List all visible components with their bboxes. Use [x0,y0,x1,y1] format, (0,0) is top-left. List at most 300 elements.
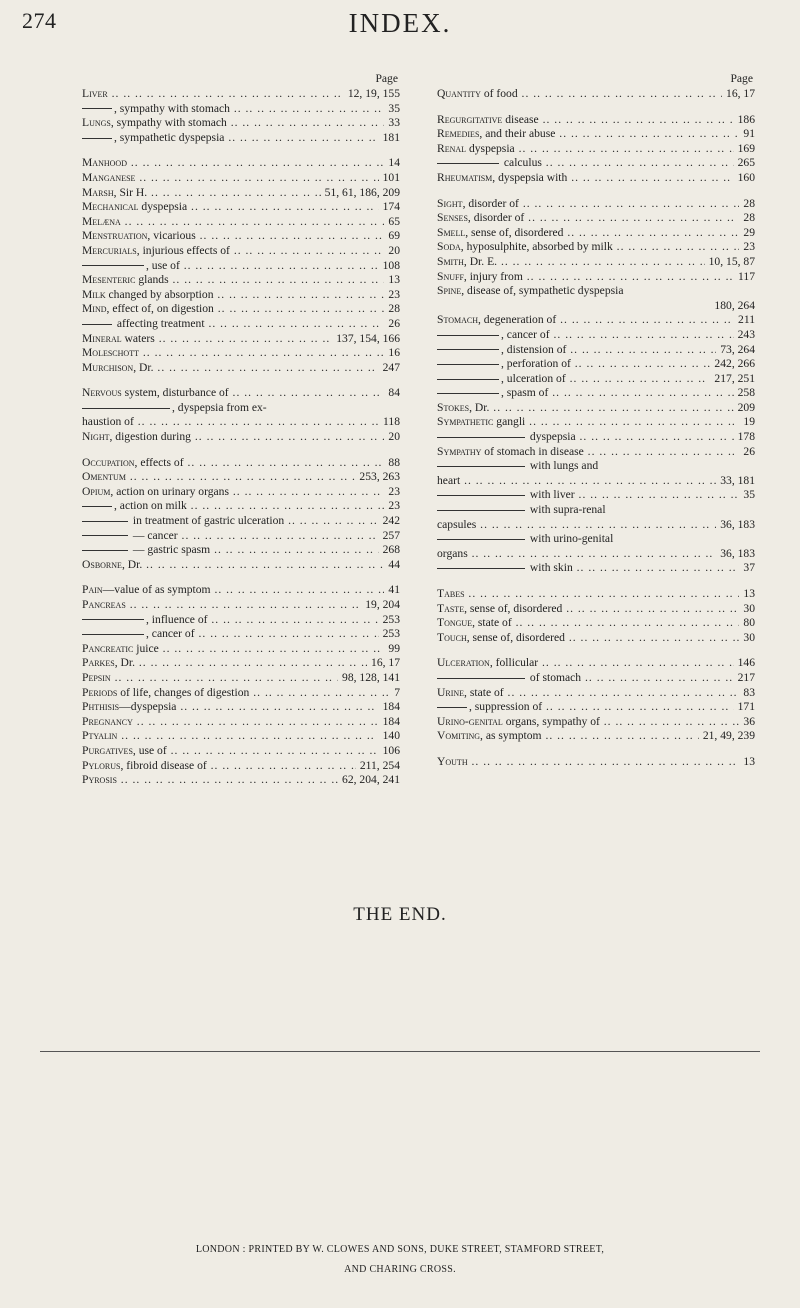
headword: Milk [82,287,106,301]
entry-text [437,700,734,715]
headword: Stomach [437,313,478,327]
index-entry [82,485,400,500]
headword: Renal [437,141,467,155]
page-reference: 44 [388,557,400,571]
entry-subtext: , sense of, disordered [465,225,564,239]
index-section [82,386,400,444]
entry-subtext: , injury from [463,269,523,283]
page-reference: 23 [388,287,400,301]
entry-subtext: with urino-genital [527,532,614,546]
entry-text [82,401,396,416]
headword: Liver [82,87,108,100]
entry-text [82,627,379,642]
page-reference: 13 [743,754,755,768]
entry-text [82,700,379,715]
index-entry [437,328,755,343]
index-entry [437,532,755,547]
entry-subtext: organs, sympathy of [502,714,600,728]
entry-subtext: , hyposulphite, absorbed by milk [460,240,613,254]
entry-text [437,488,739,503]
index-entry [82,273,400,288]
index-entry [437,113,755,128]
index-entry [437,142,755,157]
page-reference: 184 [382,714,400,728]
index-entry [437,587,755,602]
entry-subtext: calculus [501,156,542,170]
entry-text [82,430,384,445]
entry-text [437,587,739,602]
entry-text [437,197,739,212]
page-reference: 29 [743,225,755,239]
page-reference: 253 [382,627,400,641]
entry-text [437,127,739,142]
page-reference: 21, 49, 239 [702,729,755,743]
entry-subtext: with supra-renal [527,503,606,517]
page-reference: 80 [743,616,755,630]
entry-text [437,656,734,671]
entry-text [437,755,739,770]
entry-text [82,259,379,274]
page-reference: 23 [388,484,400,498]
headword: Pregnancy [82,714,133,728]
page-reference: 169 [737,141,755,155]
entry-text [437,561,739,576]
page-reference: 88 [388,455,400,469]
index-entry [82,346,400,361]
entry-subtext: , cancer of [146,627,195,641]
entry-text [437,343,716,358]
index-section [82,583,400,787]
page-reference: 19 [743,415,755,429]
imprint-line: LONDON : PRINTED BY W. CLOWES AND SONS, DUKE STREET, STAMFORD STREET, [195,1244,605,1255]
entry-subtext: changed by absorption [105,287,214,301]
page-reference: 242 [382,514,400,528]
headword: Soda [437,240,461,254]
ditto-dash [437,379,499,380]
entry-text [437,445,739,460]
entry-text [82,288,384,303]
entry-subtext: dyspepsia [466,141,515,155]
entry-subtext: , Sir H. [113,185,148,199]
index-entry [82,773,400,788]
entry-text [82,470,355,485]
page-reference: 258 [737,386,755,400]
entry-subtext: , Dr. [133,360,154,374]
ditto-dash [437,495,525,496]
index-entry [437,386,755,401]
index-entry [437,87,755,102]
index-entry [82,259,400,274]
headword: Occupation [82,455,135,469]
ditto-dash [82,506,112,507]
entry-text [437,372,710,387]
page-reference: 242, 266 [714,357,755,371]
entry-text [437,631,739,646]
page-reference: 36 [743,714,755,728]
entry-subtext: , sense of, disordered [464,601,563,615]
entry-text [437,503,751,518]
entry-subtext: gangli [493,415,526,429]
headword: Opium [82,484,111,498]
page-reference: 16, 17 [371,656,400,670]
ditto-dash [437,393,499,394]
headword: Murchison [82,360,134,374]
entry-text [437,226,739,241]
entry-text [82,317,384,332]
ditto-dash [82,265,144,266]
page-reference: 36, 183 [720,546,755,560]
entry-text [82,773,338,788]
index-column-right [437,72,755,781]
entry-subtext: dyspepsia [527,430,576,444]
entry-text [437,401,734,416]
page-reference: 20 [388,243,400,257]
entry-text [82,642,384,657]
headword: Snuff [437,269,464,283]
headword: Lungs [82,116,111,130]
index-entry [437,255,755,270]
page-reference: 10, 15, 87 [708,254,755,268]
page-reference: 12, 19, 155 [347,87,400,100]
index-section [82,87,400,145]
entry-text [82,514,379,529]
entry-text [437,729,699,744]
index-entry [437,401,755,416]
entry-subtext: —dyspepsia [119,700,177,714]
headword: Night [82,430,110,444]
index-entry [437,415,755,430]
entry-text [437,415,739,430]
index-entry [82,244,400,259]
index-section [437,755,755,770]
page-reference: 30 [743,601,755,615]
running-head: INDEX. [348,8,452,38]
page-reference: 30 [743,630,755,644]
page-reference: 91 [743,127,755,141]
entry-subtext: of stomach in disease [481,444,584,458]
page-reference: 83 [743,685,755,699]
headword: Pancreas [82,598,126,611]
index-entry [82,700,400,715]
ditto-dash [437,163,499,164]
entry-subtext: —value of as symptom [102,583,211,597]
index-entry [82,583,400,598]
page-reference: 101 [382,170,400,184]
headword: Moleschott [82,346,139,360]
index-entry [437,729,755,744]
headword: Pancreatic [82,641,134,655]
entry-subtext: , sympathy with stomach [114,101,230,115]
ditto-dash [437,539,525,540]
page-reference: 41 [388,583,400,597]
index-entry-continued [437,474,755,489]
index-entry [82,729,400,744]
index-entry [82,288,400,303]
page-reference: 36, 183 [720,517,755,531]
entry-text [82,715,379,730]
index-entry [82,759,400,774]
ditto-dash [82,634,144,635]
entry-text [82,102,384,117]
index-entry [437,270,755,285]
page-reference: 257 [382,528,400,542]
page-reference: 28 [388,302,400,316]
index-section [437,87,755,102]
index-section [82,456,400,573]
index-entry [82,642,400,657]
page-reference: 84 [388,386,400,400]
index-entry [82,715,400,730]
index-entry [82,156,400,171]
index-entry-continued [82,415,400,430]
index-entry [437,343,755,358]
entry-subtext: dyspepsia [138,200,188,214]
headword: Mercurials [82,243,137,257]
page-reference: 106 [382,743,400,757]
index-section [437,197,755,576]
entry-text [82,171,379,186]
page-reference: 33 [388,116,400,130]
index-entry [82,229,400,244]
page-reference: 35 [743,488,755,502]
ditto-dash [437,707,467,708]
page-reference: 174 [382,200,400,214]
entry-text [437,142,734,157]
entry-text [82,456,384,471]
index-entry [82,499,400,514]
entry-subtext: , use of [146,258,180,272]
page-reference: 98, 128, 141 [342,670,400,684]
entry-text [82,244,384,259]
entry-text [82,656,367,671]
index-entry [437,631,755,646]
entry-text [437,87,722,102]
entry-text [82,386,384,401]
page-reference: 108 [382,258,400,272]
ditto-dash [82,324,112,325]
index-entry [437,445,755,460]
entry-subtext: , injurious effects of [136,243,230,257]
entry-text [82,686,390,701]
page-reference: 23 [388,499,400,513]
entry-subtext: of life, changes of digestion [117,685,250,699]
ditto-dash [437,349,499,350]
index-entry [82,186,400,201]
page-reference: 118 [383,415,400,429]
index-entry [437,671,755,686]
entry-subtext: with skin [527,561,573,575]
headword: Quantity [437,87,481,100]
entry-subtext: , degeneration of [477,313,557,327]
entry-text [437,313,734,328]
entry-subtext: , sympathy with stomach [110,116,227,130]
entry-subtext: , vicarious [147,229,196,243]
headword: Mind [82,302,107,316]
index-entry [82,456,400,471]
entry-text [437,430,734,445]
index-entry [437,459,755,474]
index-entry [82,529,400,544]
entry-text [437,715,739,730]
headword: Marsh [82,185,114,199]
index-entry [437,240,755,255]
entry-text [82,583,384,598]
entry-text [82,543,379,558]
entry-continuation: capsules .. .. [437,518,716,533]
headword: Pepsin [82,670,111,684]
index-entry [437,686,755,701]
headword: Manganese [82,170,136,184]
entry-text [82,186,321,201]
ditto-dash [82,408,170,409]
page-reference: 137, 154, 166 [336,331,400,345]
entry-subtext: , Dr. [114,656,135,670]
page-reference: 23 [743,240,755,254]
index-entry [437,197,755,212]
column-heading: Page [730,72,753,85]
entry-text [437,328,734,343]
headword: Osborne [82,557,122,571]
index-entry [437,715,755,730]
entry-text [82,499,384,514]
headword: Touch [437,630,467,644]
index-entry [437,226,755,241]
page-reference: 171 [737,700,755,714]
entry-subtext: system, disturbance of [121,386,229,400]
headword: Tongue [437,616,473,630]
page-reference: 211, 254 [359,758,400,772]
headword: Parkes [82,656,115,670]
page-reference: 268 [382,543,400,557]
index-entry [437,656,755,671]
entry-subtext: , dyspepsia with [492,170,568,184]
headword: Smell [437,225,466,239]
page-reference: 146 [737,656,755,670]
page-reference: 265 [737,156,755,170]
entry-subtext: , follicular [489,656,539,670]
entry-subtext: , disorder of [462,196,519,210]
entry-text [82,759,356,774]
entry-continuation: haustion of .. .. [82,415,379,430]
entry-continuation: organs .. .. [437,547,716,562]
index-entry-continued [437,547,755,562]
page-reference: 13 [743,587,755,600]
page-reference: 26 [388,316,400,330]
entry-text [82,273,384,288]
entry-subtext: , state of [464,685,504,699]
entry-subtext: , Dr. E. [463,254,498,268]
index-entry [82,627,400,642]
page-reference: 13 [388,273,400,287]
headword: Manhood [82,156,127,170]
index-entry [437,284,755,299]
page-reference: 28 [743,211,755,225]
entry-subtext: , Dr. [121,557,143,571]
entry-continuation: heart .. .. [437,474,716,489]
entry-subtext: , disorder of [467,211,525,225]
entry-text [437,686,739,701]
page-reference: 180, 264 [714,298,755,312]
index-entry [437,503,755,518]
index-entry [82,317,400,332]
headword: Melæna [82,214,121,228]
index-entry [82,200,400,215]
page-reference: 184 [382,700,400,714]
entry-text [82,156,384,171]
headword: Urine [437,685,465,699]
entry-text [437,113,734,128]
entry-subtext: , Dr. [469,400,490,414]
index-entry [437,156,755,171]
entry-subtext: — cancer [130,528,178,542]
index-entry [437,127,755,142]
index-entry [82,543,400,558]
entry-subtext: , as symptom [480,729,542,743]
entry-subtext: , fibroid disease of [120,758,207,772]
index-entry [82,386,400,401]
page-reference: 65 [388,214,400,228]
headword: Ulceration [437,656,490,670]
index-entry-continued [437,518,755,533]
page-reference: 243 [737,327,755,341]
page-reference: 26 [743,444,755,458]
entry-subtext: in treatment of gastric ulceration [130,514,285,528]
entry-text [82,361,379,376]
index-section [437,656,755,744]
left-entries [82,87,400,788]
entry-text [82,485,384,500]
entry-text [437,532,751,547]
index-entry [82,686,400,701]
index-entry [437,700,755,715]
page-reference: 14 [388,156,400,170]
headword: Urino-genital [437,714,503,728]
index-entry [82,87,400,102]
page-reference: 160 [737,170,755,184]
headword: Taste [437,601,465,615]
page-reference: 37 [743,561,755,575]
page-reference: 140 [382,729,400,743]
entry-text [437,270,734,285]
ditto-dash [82,535,128,536]
page-reference: 51, 61, 186, 209 [324,185,400,199]
entry-text [82,744,379,759]
headword: Pyrosis [82,773,117,787]
entry-subtext: , influence of [146,612,208,626]
page-reference: 253, 263 [359,470,400,484]
entry-subtext: — gastric spasm [130,543,211,557]
page-reference: 186 [737,112,755,126]
entry-text [82,529,379,544]
headword: Menstruation [82,229,148,243]
entry-text [82,346,384,361]
right-entries [437,87,755,770]
entry-subtext: glands [135,273,169,287]
page-reference: 217, 251 [714,371,755,385]
entry-subtext: , state of [472,616,512,630]
index-entry [437,372,755,387]
ditto-dash [437,466,525,467]
ditto-dash [437,510,525,511]
index-entry [82,302,400,317]
imprint-line: AND CHARING CROSS. [344,1264,456,1275]
entry-subtext: , action on urinary organs [110,484,229,498]
page-reference: 117 [738,269,755,283]
entry-subtext: , ulceration of [501,371,566,385]
entry-text [82,229,384,244]
index-section [82,156,400,375]
headword: Sympathetic [437,415,494,429]
